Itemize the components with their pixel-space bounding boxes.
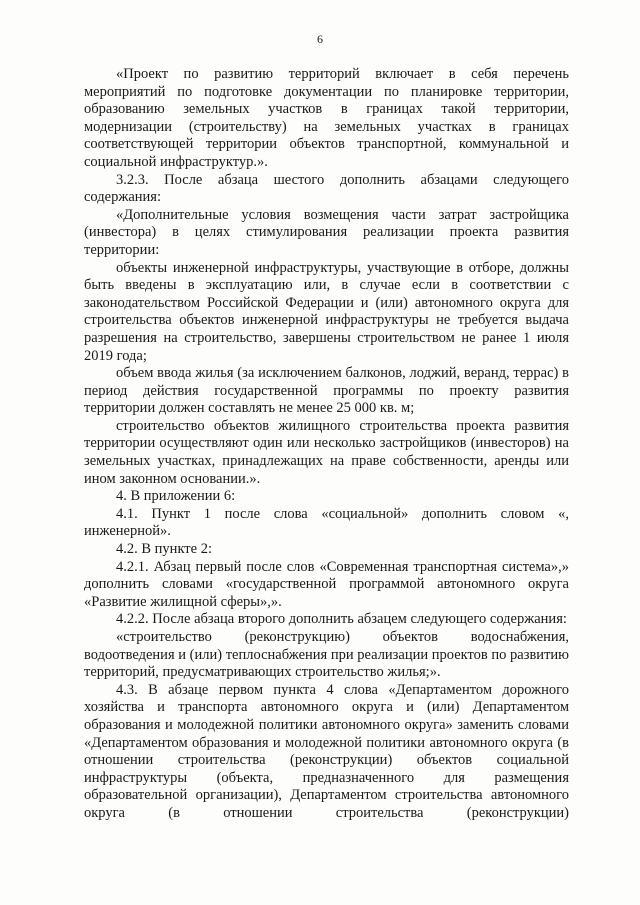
document-body — [84, 66, 569, 823]
paragraph: 4.2. В пункте 2: — [116, 541, 212, 558]
page-number: 6 — [317, 32, 323, 46]
paragraph: 4. В приложении 6: — [116, 488, 236, 505]
paragraph: 4.3. В абзаце первом пункта 4 слова «Департаментом дорожного хозяйства и транспорта автономного округа и (или) Департаментом образования и молодежной политики автономного округа» заменить словами «Департаментом образования и молодежной политики автономного округа (в отношении строительства (реконструкции) объектов социальной инфраструктуры (объекта, предназначенного для размещения образовательной организации), Департаментом строительства автономного округа (в отношении строительства (реконструкции) — [84, 681, 569, 821]
paragraph: 4.1. Пункт 1 после слова «социальной» дополнить словом «, инженерной». — [84, 505, 569, 540]
paragraph: объем ввода жилья (за исключением балконов, лоджий, веранд, террас) в период действия государственной программы по проекту развития территории должен составлять не менее 25 000 кв. м; — [84, 365, 569, 417]
paragraph: «Дополнительные условия возмещения части затрат застройщика (инвестора) в целях стимулирования реализации проекта развития территории: — [84, 206, 569, 258]
paragraph: 4.2.2. После абзаца второго дополнить абзацем следующего содержания: — [116, 611, 567, 628]
paragraph: строительство объектов жилищного строительства проекта развития территории осуществляют один или несколько застройщиков (инвесторов) на земельных участках, принадлежащих на праве собственности, аренды или ином законном основании.». — [84, 417, 569, 487]
paragraph: объекты инженерной инфраструктуры, участвующие в отборе, должны быть введены в эксплуатацию или, в случае если в соответствии с законодательством Российской Федерации и (или) автономного округа для строительства объектов инженерной инфраструктуры не требуется выдача разрешения на строительство, завершены строительством не ранее 1 июля 2019 года; — [84, 259, 569, 364]
paragraph: 4.2.1. Абзац первый после слов «Современная транспортная система»,» дополнить словами «государственной программой автономного округа «Развитие жилищной сферы»,». — [84, 558, 569, 610]
paragraph: «строительство (реконструкцию) объектов водоснабжения, водоотведения и (или) теплоснабжения при реализации проектов по развитию территорий, предусматривающих строительство жилья;». — [84, 629, 569, 681]
paragraph: 3.2.3. После абзаца шестого дополнить абзацами следующего содержания: — [84, 171, 569, 206]
paragraph: «Проект по развитию территорий включает в себя перечень мероприятий по подготовке документации по планировке территории, образованию земельных участков в границах такой территории, модернизации (строительству) на земельных участках в границах соответствующей территории объектов транспортной, коммунальной и социальной инфраструктур.». — [84, 66, 569, 170]
